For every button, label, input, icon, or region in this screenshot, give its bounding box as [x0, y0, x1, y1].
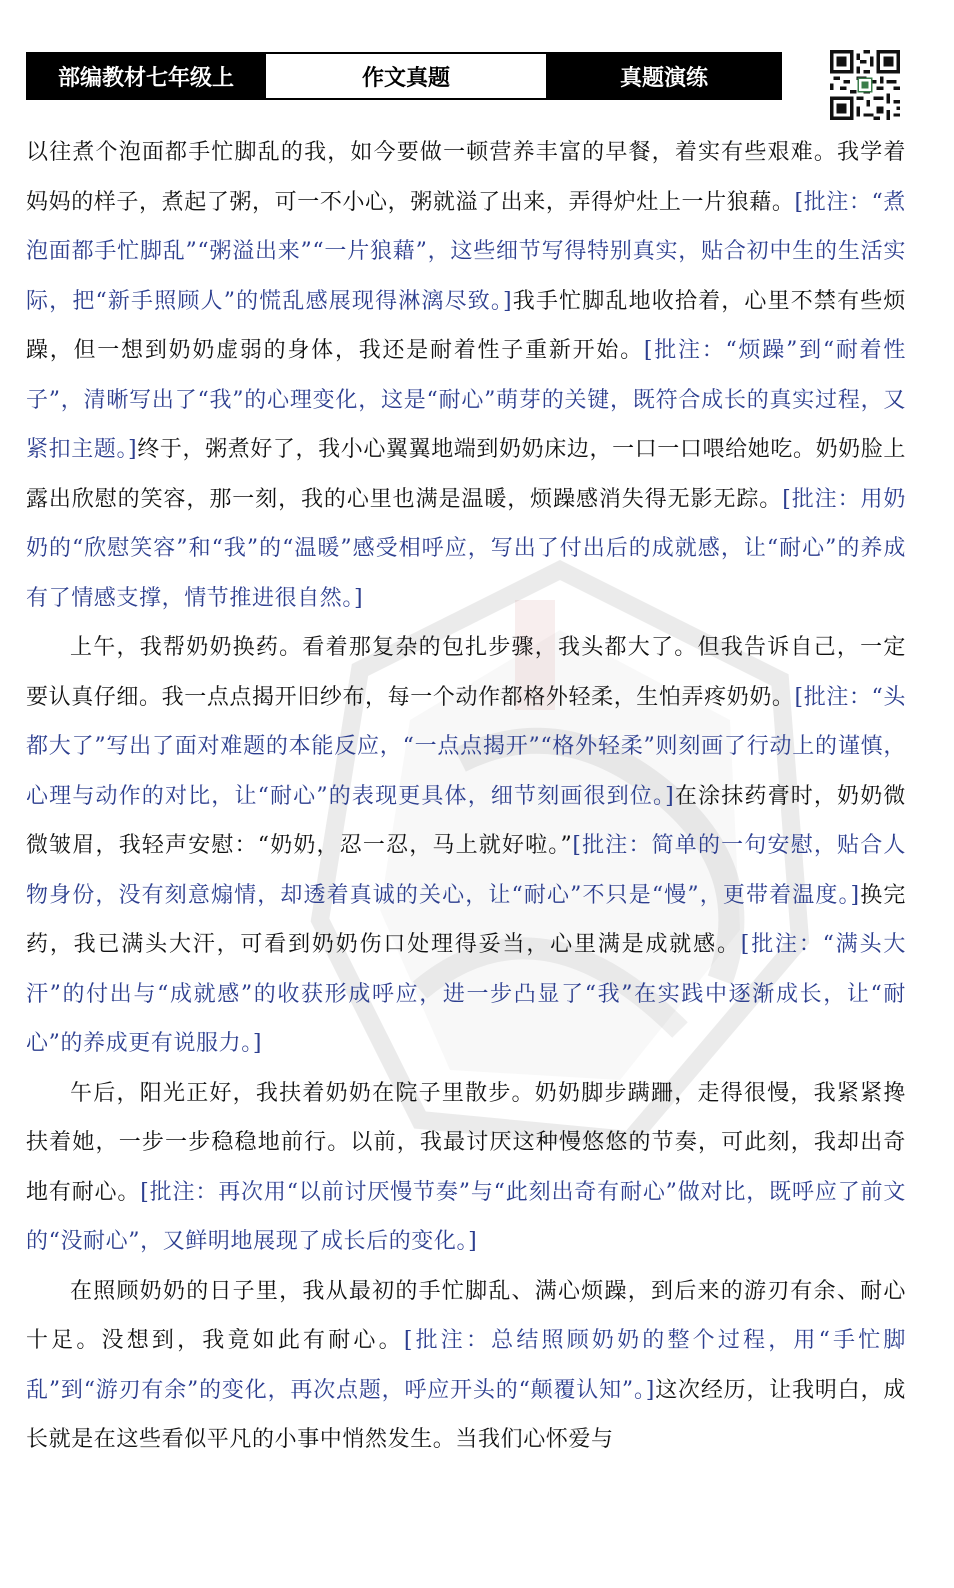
essay-text: 这次经历，让我明白，成长就是在这些看似平凡的小事中悄然发生。当我们心怀爱与: [26, 1377, 906, 1452]
annotation-text: [批注：“煮泡面都手忙脚乱”“粥溢出来”“一片狼藉”，这些细节写得特别真实，贴合初中生的生活实际，把“新手照顾人”的慌乱感展现得淋漓尽致。]: [26, 189, 906, 314]
annotation-text: [批注：“头都大了”写出了面对难题的本能反应，“一点点揭开”“格外轻柔”则刻画了行动上的谨慎，心理与动作的对比，让“耐心”的表现更具体，细节刻画很到位。]: [26, 684, 906, 809]
header-category-label: 作文真题: [264, 54, 548, 98]
essay-text: 午后，阳光正好，我扶着奶奶在院子里散步。奶奶脚步蹒跚，走得很慢，我紧紧搀扶着她，一步一步稳稳地前行。以前，我最讨厌这种慢悠悠的节奏，可此刻，我却出奇地有耐心。: [26, 1080, 906, 1205]
header-section-label: 真题演练: [548, 54, 780, 98]
essay-paragraph: [26, 1069, 906, 1267]
essay-text: 在涂抹药膏时，奶奶微微皱眉，我轻声安慰：“奶奶，忍一忍，马上就好啦。”: [26, 783, 906, 858]
annotation-text: [批注：简单的一句安慰，贴合人物身份，没有刻意煽情，却透着真诚的关心，让“耐心”不只是“慢”，更带着温度。]: [26, 833, 906, 908]
annotation-text: [批注：“烦躁”到“耐着性子”，清晰写出了“我”的心理变化，这是“耐心”萌芽的关键，既符合成长的真实过程，又紧扣主题。]: [26, 338, 906, 462]
essay-paragraph: [26, 128, 906, 623]
annotation-text: [批注：总结照顾奶奶的整个过程，用“手忙脚乱”到“游刃有余”的变化，再次点题，呼应开头的“颠覆认知”。]: [26, 1328, 906, 1403]
header-bar: [26, 52, 782, 100]
essay-body: [26, 128, 906, 1465]
essay-paragraph: [26, 1267, 906, 1465]
essay-text: 上午，我帮奶奶换药。看着那复杂的包扎步骤，我头都大了。但我告诉自己，一定要认真仔细。我一点点揭开旧纱布，每一个动作都格外轻柔，生怕弄疼奶奶。: [26, 635, 906, 710]
qr-code-icon: [830, 50, 900, 120]
essay-text: 以往煮个泡面都手忙脚乱的我，如今要做一顿营养丰富的早餐，着实有些艰难。我学着妈妈的样子，煮起了粥，可一不小心，粥就溢了出来，弄得炉灶上一片狼藉。: [26, 140, 906, 215]
annotation-text: [批注：“满头大汗”的付出与“成就感”的收获形成呼应，进一步凸显了“我”在实践中逐渐成长，让“耐心”的养成更有说服力。]: [26, 932, 906, 1056]
essay-text: 换完药，我已满头大汗，可看到奶奶伤口处理得妥当，心里满是成就感。: [26, 882, 906, 957]
essay-text: 终于，粥煮好了，我小心翼翼地端到奶奶床边，一口一口喂给她吃。奶奶脸上露出欣慰的笑容，那一刻，我的心里也满是温暖，烦躁感消失得无影无踪。: [26, 437, 907, 512]
essay-text: 我手忙脚乱地收拾着，心里不禁有些烦躁，但一想到奶奶虚弱的身体，我还是耐着性子重新开始。: [26, 288, 907, 363]
essay-paragraph: [26, 623, 906, 1069]
annotation-text: [批注：再次用“以前讨厌慢节奏”与“此刻出奇有耐心”做对比，既呼应了前文的“没耐心”，又鲜明地展现了成长后的变化。]: [26, 1179, 906, 1254]
essay-text: 在照顾奶奶的日子里，我从最初的手忙脚乱、满心烦躁，到后来的游刃有余、耐心十足。没想到，我竟如此有耐心。: [26, 1278, 906, 1353]
header-grade-label: 部编教材七年级上: [28, 54, 264, 98]
annotation-text: [批注：用奶奶的“欣慰笑容”和“我”的“温暖”感受相呼应，写出了付出后的成就感，让“耐心”的养成有了情感支撑，情节推进很自然。]: [26, 486, 906, 611]
